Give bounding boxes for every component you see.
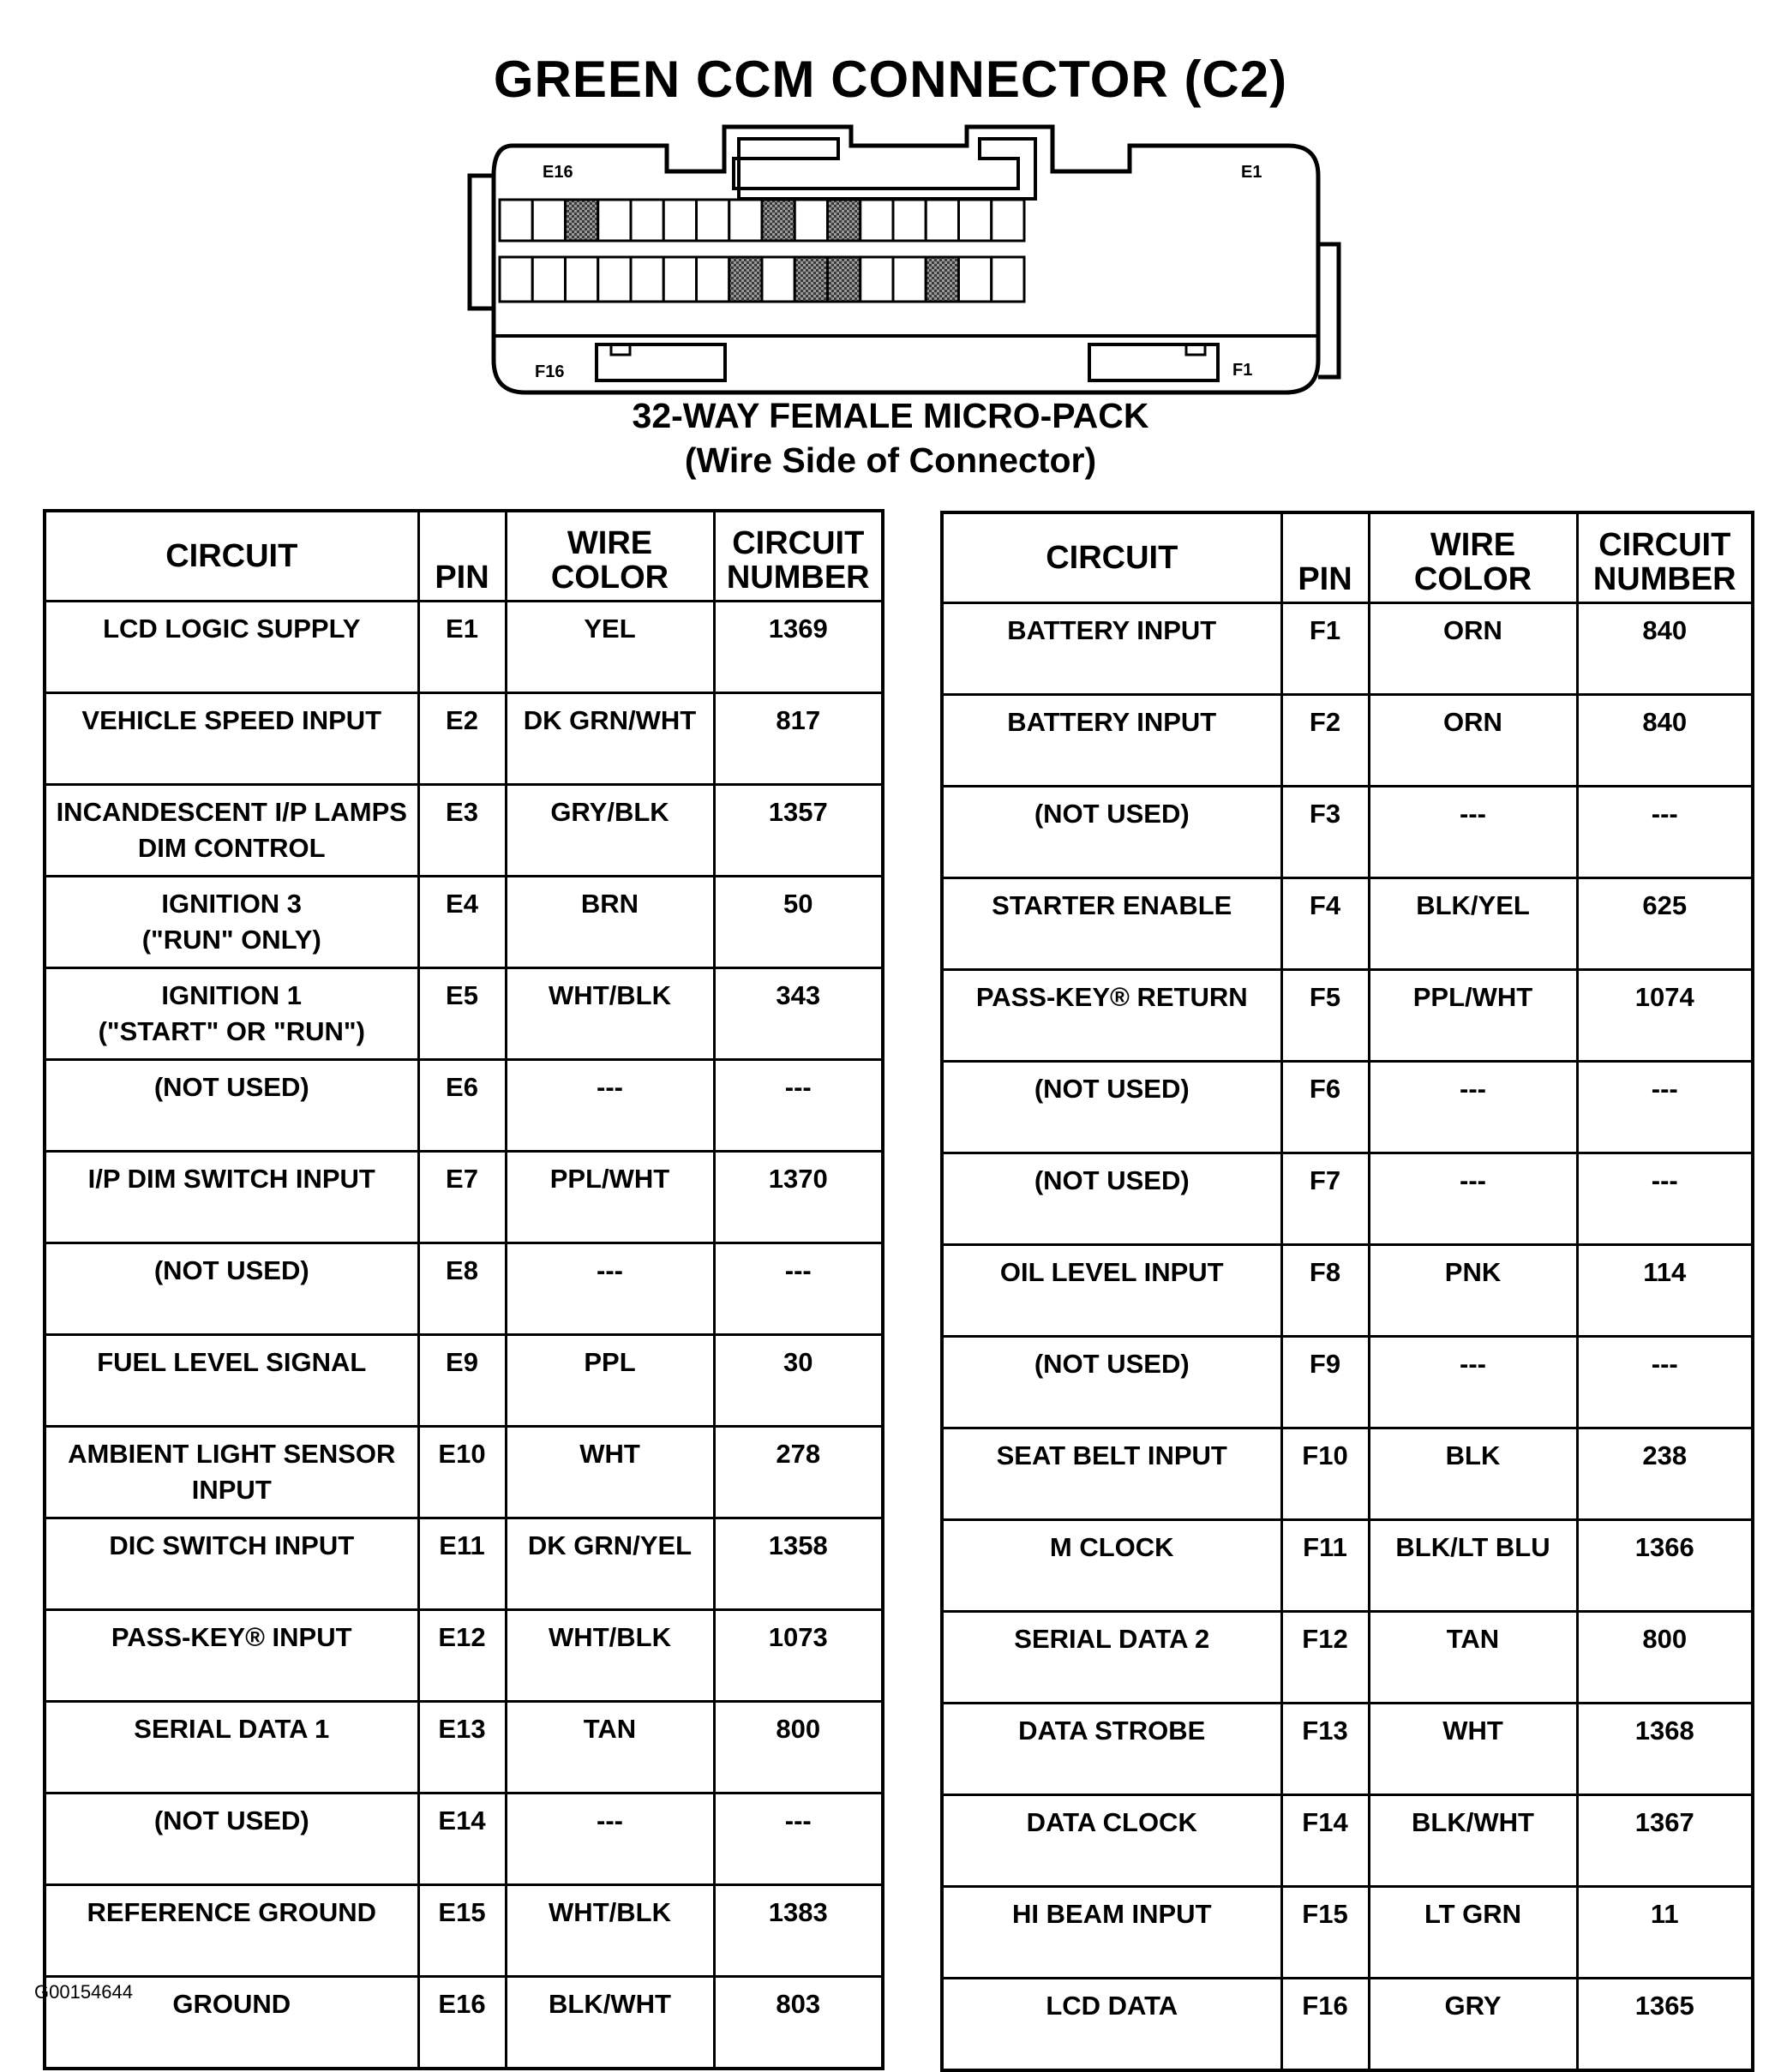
cell-circuit: SERIAL DATA 1 bbox=[45, 1702, 418, 1794]
cell-circuit: LCD DATA bbox=[942, 1979, 1281, 2071]
bottom-row-cavity bbox=[762, 257, 795, 302]
cell-wire-color: DK GRN/YEL bbox=[506, 1518, 714, 1610]
cell-circuit-number: 1368 bbox=[1577, 1704, 1753, 1795]
cell-circuit: LCD LOGIC SUPPLY bbox=[45, 602, 418, 693]
cell-circuit-number: 1357 bbox=[714, 785, 883, 877]
cell-circuit-number: --- bbox=[1577, 1062, 1753, 1153]
cell-pin: F12 bbox=[1281, 1612, 1369, 1704]
table-row bbox=[942, 1428, 1753, 1520]
cell-wire-color: TAN bbox=[506, 1702, 714, 1794]
cell-wire-color: WHT bbox=[506, 1427, 714, 1518]
cell-pin: E10 bbox=[418, 1427, 506, 1518]
cell-wire-color: YEL bbox=[506, 602, 714, 693]
header-pin: PIN bbox=[418, 511, 506, 602]
cell-circuit-number: 1366 bbox=[1577, 1520, 1753, 1612]
cell-circuit-number: 238 bbox=[1577, 1428, 1753, 1520]
cell-pin: F1 bbox=[1281, 603, 1369, 695]
table-row bbox=[942, 1979, 1753, 2071]
cell-circuit: SERIAL DATA 2 bbox=[942, 1612, 1281, 1704]
bottom-row-cavity bbox=[861, 257, 893, 302]
table-row bbox=[942, 1520, 1753, 1612]
cell-circuit-number: 1074 bbox=[1577, 970, 1753, 1062]
cell-circuit: (NOT USED) bbox=[942, 1062, 1281, 1153]
cell-pin: F15 bbox=[1281, 1887, 1369, 1979]
top-row-cavity-plugged bbox=[566, 200, 598, 241]
bottom-row-cavity-plugged bbox=[795, 257, 827, 302]
cell-circuit-number: 1358 bbox=[714, 1518, 883, 1610]
table-row bbox=[45, 602, 883, 693]
header-circuit: CIRCUIT bbox=[942, 512, 1281, 603]
table-row bbox=[942, 1153, 1753, 1245]
cell-wire-color: --- bbox=[506, 1060, 714, 1152]
cell-wire-color: BLK/WHT bbox=[506, 1977, 714, 2069]
cell-circuit: VEHICLE SPEED INPUT bbox=[45, 693, 418, 785]
cell-wire-color: PPL bbox=[506, 1335, 714, 1427]
cell-pin: F5 bbox=[1281, 970, 1369, 1062]
top-row-cavity bbox=[697, 200, 729, 241]
top-row-cavity bbox=[500, 200, 532, 241]
cell-pin: F10 bbox=[1281, 1428, 1369, 1520]
cell-circuit-number: 114 bbox=[1577, 1245, 1753, 1337]
cell-circuit-number: 1370 bbox=[714, 1152, 883, 1243]
cell-circuit-number: 1073 bbox=[714, 1610, 883, 1702]
cell-pin: F16 bbox=[1281, 1979, 1369, 2071]
cell-wire-color: --- bbox=[1369, 1337, 1577, 1428]
bottom-row-cavity bbox=[663, 257, 696, 302]
table-row bbox=[45, 785, 883, 877]
cell-pin: E9 bbox=[418, 1335, 506, 1427]
bottom-row-cavity bbox=[598, 257, 631, 302]
bottom-row-cavity bbox=[959, 257, 992, 302]
cell-pin: E15 bbox=[418, 1885, 506, 1977]
cell-wire-color: GRY bbox=[1369, 1979, 1577, 2071]
cell-circuit-number: 1365 bbox=[1577, 1979, 1753, 2071]
cell-circuit-number: 625 bbox=[1577, 878, 1753, 970]
top-row-cavity bbox=[861, 200, 893, 241]
cell-pin: E6 bbox=[418, 1060, 506, 1152]
cell-circuit-number: --- bbox=[1577, 787, 1753, 878]
cell-circuit: HI BEAM INPUT bbox=[942, 1887, 1281, 1979]
cell-circuit-number: 800 bbox=[714, 1702, 883, 1794]
cell-pin: E5 bbox=[418, 968, 506, 1060]
cell-wire-color: WHT/BLK bbox=[506, 1885, 714, 1977]
table-row bbox=[942, 1795, 1753, 1887]
cell-circuit-number: --- bbox=[714, 1243, 883, 1335]
cell-pin: F8 bbox=[1281, 1245, 1369, 1337]
cell-pin: E7 bbox=[418, 1152, 506, 1243]
left-pinout-table bbox=[43, 509, 885, 2070]
cell-wire-color: BRN bbox=[506, 877, 714, 968]
top-row-cavity bbox=[959, 200, 992, 241]
table-row bbox=[45, 1977, 883, 2069]
cell-circuit: PASS-KEY® INPUT bbox=[45, 1610, 418, 1702]
top-row-cavity bbox=[598, 200, 631, 241]
bottom-row-cavity-plugged bbox=[729, 257, 762, 302]
cell-circuit-number: 800 bbox=[1577, 1612, 1753, 1704]
top-row-cavity bbox=[631, 200, 663, 241]
header-circuit: CIRCUIT bbox=[45, 511, 418, 602]
cell-pin: E8 bbox=[418, 1243, 506, 1335]
cell-wire-color: PNK bbox=[1369, 1245, 1577, 1337]
cell-circuit-number: 50 bbox=[714, 877, 883, 968]
cell-circuit-number: 343 bbox=[714, 968, 883, 1060]
cell-circuit: (NOT USED) bbox=[942, 1337, 1281, 1428]
cell-circuit-number: --- bbox=[714, 1794, 883, 1885]
top-row-cavity bbox=[663, 200, 696, 241]
table-row bbox=[45, 968, 883, 1060]
cell-circuit: (NOT USED) bbox=[45, 1243, 418, 1335]
cell-pin: F11 bbox=[1281, 1520, 1369, 1612]
cell-pin: F4 bbox=[1281, 878, 1369, 970]
table-row bbox=[45, 1518, 883, 1610]
table-row bbox=[45, 1427, 883, 1518]
table-row bbox=[45, 1702, 883, 1794]
cell-circuit-number: 840 bbox=[1577, 695, 1753, 787]
cell-pin: F14 bbox=[1281, 1795, 1369, 1887]
table-row bbox=[942, 878, 1753, 970]
label-f16: F16 bbox=[535, 362, 565, 381]
top-row-cavity-plugged bbox=[762, 200, 795, 241]
cell-circuit-number: 1367 bbox=[1577, 1795, 1753, 1887]
cell-circuit: DATA STROBE bbox=[942, 1704, 1281, 1795]
table-row bbox=[45, 1152, 883, 1243]
cell-wire-color: BLK/YEL bbox=[1369, 878, 1577, 970]
label-e16: E16 bbox=[543, 163, 573, 182]
cell-circuit-number: 30 bbox=[714, 1335, 883, 1427]
table-row bbox=[942, 970, 1753, 1062]
bottom-row-cavity bbox=[500, 257, 532, 302]
cell-pin: F7 bbox=[1281, 1153, 1369, 1245]
table-row bbox=[45, 1610, 883, 1702]
cell-circuit: IGNITION 1 ("START" OR "RUN") bbox=[45, 968, 418, 1060]
top-row-cavity-plugged bbox=[828, 200, 861, 241]
right-pinout-table bbox=[940, 511, 1754, 2072]
cell-circuit: BATTERY INPUT bbox=[942, 695, 1281, 787]
cell-pin: E11 bbox=[418, 1518, 506, 1610]
cell-pin: E1 bbox=[418, 602, 506, 693]
table-header-row bbox=[45, 511, 883, 602]
cell-wire-color: --- bbox=[506, 1243, 714, 1335]
top-row-cavity bbox=[795, 200, 827, 241]
cell-pin: F13 bbox=[1281, 1704, 1369, 1795]
cell-wire-color: --- bbox=[1369, 1153, 1577, 1245]
header-pin: PIN bbox=[1281, 512, 1369, 603]
cell-circuit-number: 803 bbox=[714, 1977, 883, 2069]
bottom-row-cavity bbox=[631, 257, 663, 302]
cell-circuit: INCANDESCENT I/P LAMPS DIM CONTROL bbox=[45, 785, 418, 877]
bottom-row-cavity bbox=[893, 257, 926, 302]
cell-wire-color: PPL/WHT bbox=[506, 1152, 714, 1243]
cell-wire-color: WHT/BLK bbox=[506, 1610, 714, 1702]
cell-wire-color: DK GRN/WHT bbox=[506, 693, 714, 785]
table-row bbox=[942, 1612, 1753, 1704]
cell-circuit: BATTERY INPUT bbox=[942, 603, 1281, 695]
header-circuit-number: CIRCUIT NUMBER bbox=[1577, 512, 1753, 603]
top-row-cavity bbox=[893, 200, 926, 241]
cell-circuit-number: 1369 bbox=[714, 602, 883, 693]
figure-id: G00154644 bbox=[34, 1981, 133, 2003]
connector-diagram bbox=[461, 120, 1344, 403]
cell-wire-color: PPL/WHT bbox=[1369, 970, 1577, 1062]
table-row bbox=[45, 1885, 883, 1977]
cell-circuit: AMBIENT LIGHT SENSOR INPUT bbox=[45, 1427, 418, 1518]
bottom-row-cavity-plugged bbox=[828, 257, 861, 302]
cell-pin: E16 bbox=[418, 1977, 506, 2069]
cell-circuit: REFERENCE GROUND bbox=[45, 1885, 418, 1977]
page-title: GREEN CCM CONNECTOR (C2) bbox=[493, 51, 1288, 108]
cell-wire-color: --- bbox=[1369, 1062, 1577, 1153]
table-header-row bbox=[942, 512, 1753, 603]
table-row bbox=[45, 1794, 883, 1885]
connector-description: 32-WAY FEMALE MICRO-PACK bbox=[632, 396, 1149, 435]
cell-wire-color: GRY/BLK bbox=[506, 785, 714, 877]
bottom-row-cavities bbox=[500, 257, 1024, 302]
cell-circuit: FUEL LEVEL SIGNAL bbox=[45, 1335, 418, 1427]
cell-wire-color: BLK bbox=[1369, 1428, 1577, 1520]
bottom-row-cavity bbox=[532, 257, 565, 302]
cell-wire-color: BLK/WHT bbox=[1369, 1795, 1577, 1887]
cell-circuit-number: 840 bbox=[1577, 603, 1753, 695]
top-row-cavity bbox=[729, 200, 762, 241]
cell-pin: E3 bbox=[418, 785, 506, 877]
top-row-cavities bbox=[500, 200, 1024, 241]
cell-circuit: GROUND bbox=[45, 1977, 418, 2069]
cell-wire-color: ORN bbox=[1369, 603, 1577, 695]
top-row-cavity bbox=[992, 200, 1024, 241]
cell-circuit: STARTER ENABLE bbox=[942, 878, 1281, 970]
table-row bbox=[45, 1335, 883, 1427]
label-f1: F1 bbox=[1232, 361, 1253, 380]
table-row bbox=[942, 1704, 1753, 1795]
cell-circuit: M CLOCK bbox=[942, 1520, 1281, 1612]
cell-circuit: OIL LEVEL INPUT bbox=[942, 1245, 1281, 1337]
cell-circuit: DIC SWITCH INPUT bbox=[45, 1518, 418, 1610]
table-row bbox=[45, 1243, 883, 1335]
connector-side-note: (Wire Side of Connector) bbox=[684, 440, 1097, 480]
top-row-cavity bbox=[532, 200, 565, 241]
cell-circuit: PASS-KEY® RETURN bbox=[942, 970, 1281, 1062]
cell-circuit-number: --- bbox=[1577, 1153, 1753, 1245]
top-row-cavity bbox=[926, 200, 958, 241]
cell-pin: E13 bbox=[418, 1702, 506, 1794]
cell-circuit-number: 278 bbox=[714, 1427, 883, 1518]
cell-circuit: (NOT USED) bbox=[942, 787, 1281, 878]
table-row bbox=[942, 603, 1753, 695]
header-wire-color: WIRE COLOR bbox=[1369, 512, 1577, 603]
cell-circuit: (NOT USED) bbox=[45, 1794, 418, 1885]
cell-circuit-number: 1383 bbox=[714, 1885, 883, 1977]
bottom-row-cavity-plugged bbox=[926, 257, 958, 302]
table-row bbox=[45, 1060, 883, 1152]
cell-circuit: I/P DIM SWITCH INPUT bbox=[45, 1152, 418, 1243]
cell-circuit-number: 817 bbox=[714, 693, 883, 785]
cell-circuit-number: --- bbox=[714, 1060, 883, 1152]
cell-wire-color: --- bbox=[1369, 787, 1577, 878]
table-row bbox=[942, 1887, 1753, 1979]
cell-circuit: IGNITION 3 ("RUN" ONLY) bbox=[45, 877, 418, 968]
cell-circuit-number: 11 bbox=[1577, 1887, 1753, 1979]
cell-pin: F2 bbox=[1281, 695, 1369, 787]
cell-circuit: (NOT USED) bbox=[45, 1060, 418, 1152]
cell-pin: E2 bbox=[418, 693, 506, 785]
bottom-row-cavity bbox=[566, 257, 598, 302]
table-row bbox=[942, 1062, 1753, 1153]
cell-wire-color: LT GRN bbox=[1369, 1887, 1577, 1979]
bottom-row-cavity bbox=[992, 257, 1024, 302]
label-e1: E1 bbox=[1241, 163, 1262, 182]
table-row bbox=[45, 693, 883, 785]
cell-circuit: (NOT USED) bbox=[942, 1153, 1281, 1245]
cell-pin: F3 bbox=[1281, 787, 1369, 878]
cell-circuit: SEAT BELT INPUT bbox=[942, 1428, 1281, 1520]
bottom-row-cavity bbox=[697, 257, 729, 302]
cell-wire-color: WHT/BLK bbox=[506, 968, 714, 1060]
cell-wire-color: WHT bbox=[1369, 1704, 1577, 1795]
cell-circuit: DATA CLOCK bbox=[942, 1795, 1281, 1887]
cell-wire-color: TAN bbox=[1369, 1612, 1577, 1704]
cell-wire-color: BLK/LT BLU bbox=[1369, 1520, 1577, 1612]
cell-pin: E12 bbox=[418, 1610, 506, 1702]
table-row bbox=[942, 1337, 1753, 1428]
cell-pin: E4 bbox=[418, 877, 506, 968]
cell-pin: E14 bbox=[418, 1794, 506, 1885]
cell-pin: F9 bbox=[1281, 1337, 1369, 1428]
table-row bbox=[942, 695, 1753, 787]
table-row bbox=[942, 787, 1753, 878]
cell-pin: F6 bbox=[1281, 1062, 1369, 1153]
table-row bbox=[942, 1245, 1753, 1337]
cell-wire-color: ORN bbox=[1369, 695, 1577, 787]
header-wire-color: WIRE COLOR bbox=[506, 511, 714, 602]
table-row bbox=[45, 877, 883, 968]
header-circuit-number: CIRCUIT NUMBER bbox=[714, 511, 883, 602]
cell-wire-color: --- bbox=[506, 1794, 714, 1885]
cell-circuit-number: --- bbox=[1577, 1337, 1753, 1428]
